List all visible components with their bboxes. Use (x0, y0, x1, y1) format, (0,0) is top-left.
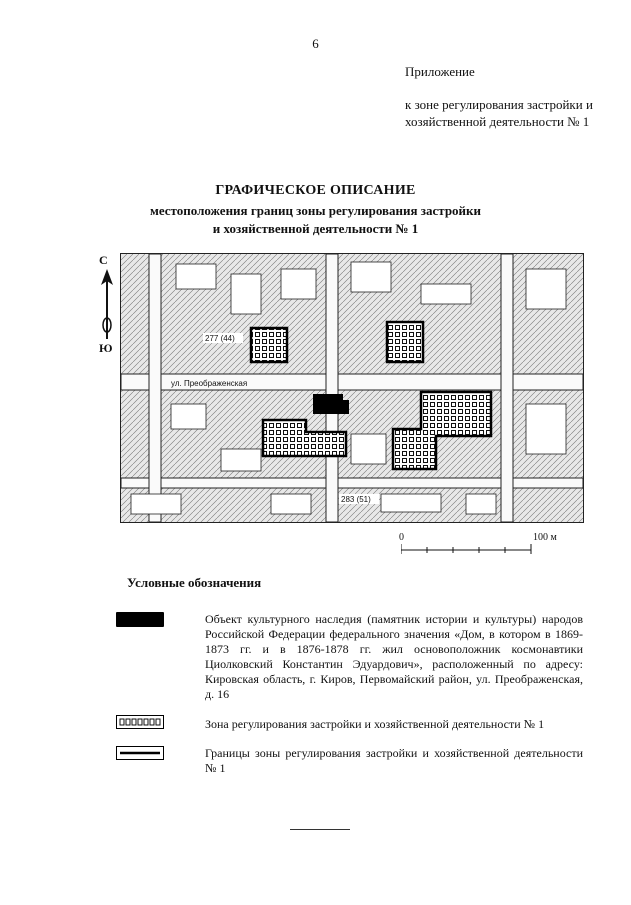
map-label-lot-283: 283 (51) (341, 495, 371, 504)
zone-symbol-icon (116, 715, 164, 729)
zone-block-1 (251, 328, 287, 362)
zone-block-2 (387, 322, 423, 362)
map-label-lot-277: 277 (44) (205, 334, 235, 343)
scale-ruler (401, 544, 551, 556)
scale-zero-label: 0 (399, 532, 404, 543)
document-subtitle-line1: местоположения границ зоны регулирования застройки (149, 203, 482, 218)
street-vertical-west (149, 254, 161, 522)
divider (290, 829, 350, 830)
street-horizontal-south (121, 478, 583, 488)
map-label-street: ул. Преображенская (171, 379, 248, 388)
legend-boundary-text: Границы зоны регулирования застройки и хозяйственной деятельности № 1 (205, 746, 583, 775)
compass-north-label: С (99, 253, 108, 267)
annex-title: Приложение (405, 64, 475, 79)
page-number: 6 (312, 36, 319, 51)
scale-bar (395, 532, 575, 562)
boundary-symbol-icon (116, 746, 164, 760)
legend-heritage-text: Объект культурного наследия (памятник истории и культуры) народов Российской Федерации федерального значения «Дом, в котором в 1869-1873 гг. и в 1876-1878 гг. жил основоположник космонавтики Циолковский Константин Эдуардович», расположенный по адресу: Кировская область, г. Киров, Первомайский район, ул. Преображенская, д. 16 (205, 612, 583, 701)
street-vertical-center (326, 254, 338, 522)
cadastral-map (120, 253, 584, 523)
map-drawing (121, 254, 583, 522)
annex-reference: к зоне регулирования застройки и хозяйственной деятельности № 1 (405, 97, 593, 129)
legend-zone-text: Зона регулирования застройки и хозяйственной деятельности № 1 (205, 717, 545, 731)
compass-south-label: Ю (99, 341, 113, 355)
document-title: ГРАФИЧЕСКОЕ ОПИСАНИЕ (215, 183, 416, 198)
compass-arrow-icon (100, 269, 114, 341)
street-vertical-east (501, 254, 513, 522)
document-subtitle-line2: и хозяйственной деятельности № 1 (212, 221, 419, 236)
compass (97, 253, 117, 363)
heritage-symbol-icon (116, 612, 164, 627)
legend-heading: Условные обозначения (127, 575, 262, 590)
scale-max-label: 100 м (533, 532, 557, 543)
